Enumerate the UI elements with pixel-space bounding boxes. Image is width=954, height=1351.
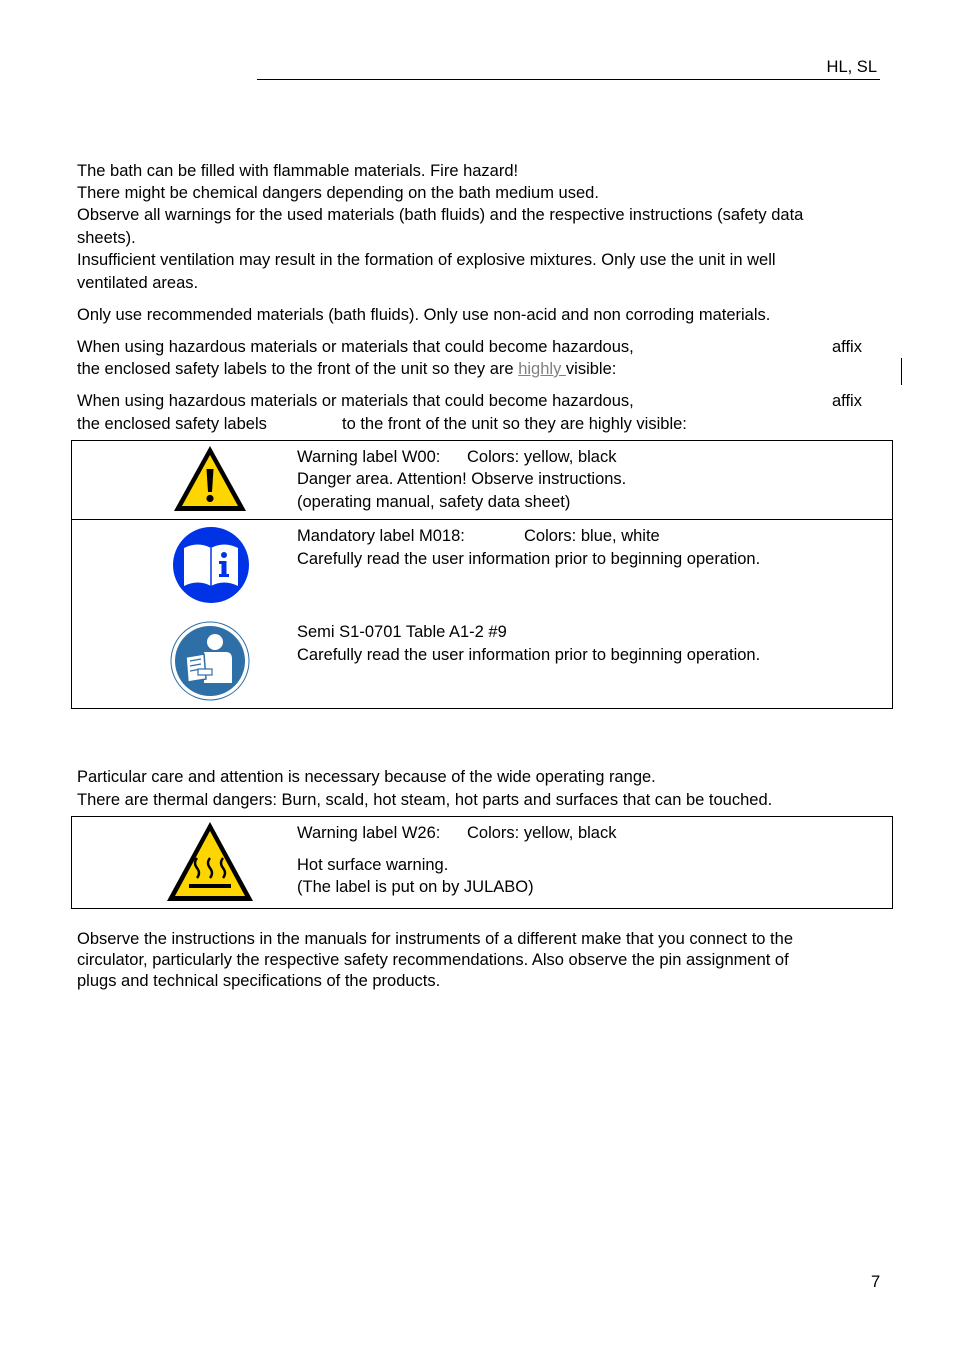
thermal-line: Particular care and attention is necessary because of the wide operating range.: [77, 768, 656, 786]
semi-title: Semi S1-0701 Table A1-2 #9: [297, 623, 507, 641]
affix1-affix: affix: [832, 338, 862, 356]
recommended-materials-text: Only use recommended materials (bath fluids). Only use non-acid and non corroding materials.: [77, 306, 771, 324]
m018-desc: Carefully read the user information prior to beginning operation.: [297, 550, 761, 568]
intro-line: The bath can be filled with flammable materials. Fire hazard!: [77, 162, 519, 180]
intro-line: sheets).: [77, 229, 136, 247]
closing-line: plugs and technical specifications of the products.: [77, 972, 441, 990]
header-model: HL, SL: [826, 58, 877, 76]
w26-desc1: Hot surface warning.: [297, 856, 449, 874]
affix2-affix: affix: [832, 392, 862, 410]
semi-desc: Carefully read the user information prior to beginning operation.: [297, 646, 761, 664]
w26-title: Warning label W26:: [297, 824, 441, 842]
affix2-line1: When using hazardous materials or materials that could become hazardous,: [77, 392, 634, 410]
revision-bar: [901, 358, 902, 385]
intro-line: Insufficient ventilation may result in the formation of explosive mixtures. Only use the unit in well: [77, 251, 776, 269]
intro-line: ventilated areas.: [77, 274, 199, 292]
affix1-line2-post: visible:: [565, 360, 617, 378]
highly-tracked-change: highly: [518, 360, 566, 378]
closing-line: Observe the instructions in the manuals for instruments of a different make that you connect to the: [77, 930, 793, 948]
thermal-line: There are thermal dangers: Burn, scald, hot steam, hot parts and surfaces that can be touched.: [77, 791, 773, 809]
w00-colors: Colors: yellow, black: [467, 448, 617, 466]
warning-triangle-exclamation-icon: [172, 444, 248, 514]
read-manual-info-icon: [172, 526, 250, 604]
intro-line: There might be chemical dangers depending on the bath medium used.: [77, 184, 599, 202]
affix1-line2-pre: the enclosed safety labels to the front of the unit so they are: [77, 360, 514, 378]
affix2-line2a: the enclosed safety labels: [77, 415, 267, 433]
affix1-line1: When using hazardous materials or materials that could become hazardous,: [77, 338, 634, 356]
w00-desc1: Danger area. Attention! Observe instructions.: [297, 470, 627, 488]
m018-title: Mandatory label M018:: [297, 527, 465, 545]
w26-desc2: (The label is put on by JULABO): [297, 878, 534, 896]
page-number: 7: [871, 1273, 881, 1291]
w00-desc2: (operating manual, safety data sheet): [297, 493, 571, 511]
read-manual-person-icon: [170, 621, 250, 701]
affix1-line2: [77, 358, 616, 381]
closing-line: circulator, particularly the respective safety recommendations. Also observe the pin assignment of: [77, 951, 789, 969]
affix2-line2b: to the front of the unit so they are highly visible:: [342, 415, 687, 433]
w00-title: Warning label W00:: [297, 448, 441, 466]
m018-colors: Colors: blue, white: [524, 527, 660, 545]
w26-colors: Colors: yellow, black: [467, 824, 617, 842]
intro-line: Observe all warnings for the used materials (bath fluids) and the respective instructions (safety data: [77, 206, 804, 224]
table-row-divider: [71, 519, 893, 520]
header-rule: [257, 79, 880, 80]
hot-surface-warning-icon: [165, 820, 255, 904]
